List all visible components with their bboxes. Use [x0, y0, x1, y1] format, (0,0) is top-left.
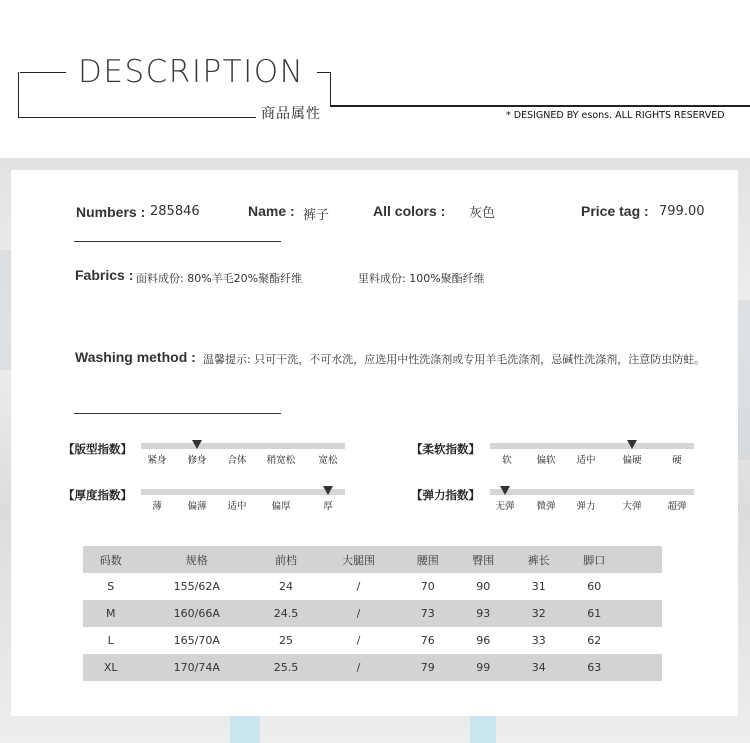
page-subtitle: 商品属性	[261, 106, 321, 122]
washing-value: 温馨提示: 只可干洗，不可水洗，应选用中性洗涤剂或专用羊毛洗涤剂，忌碱性洗涤剂，注意防虫防蛀。	[203, 353, 706, 366]
scale-option: 稍宽松	[266, 455, 296, 466]
scale-marker	[192, 440, 202, 449]
scale-option: 硬	[672, 455, 682, 466]
table-cell: 62	[587, 634, 602, 647]
table-cell: 90	[476, 580, 491, 593]
table-spacer	[622, 573, 662, 600]
table-cell: /	[356, 607, 361, 620]
table-header: 脚口	[583, 553, 606, 567]
price-label: Price tag :	[581, 203, 649, 219]
title-frame-left-side	[18, 72, 19, 118]
scale-marker	[627, 440, 637, 449]
table-header: 前档	[274, 553, 297, 567]
title-frame-left-top	[20, 72, 66, 73]
backdrop-shape	[230, 716, 260, 743]
scale-option: 适中	[227, 501, 247, 512]
numbers-label: Numbers :	[76, 204, 146, 220]
table-header: 裤长	[527, 553, 550, 567]
fabrics-inner: 里料成份: 100%聚酯纤维	[358, 272, 485, 285]
name-label: Name :	[248, 203, 295, 219]
table-cell: 93	[476, 607, 491, 620]
table-cell: 31	[531, 580, 546, 593]
table-cell: S	[107, 580, 115, 593]
table-cell: M	[105, 607, 116, 620]
divider	[74, 241, 281, 242]
scale-option: 弹力	[576, 501, 596, 512]
table-cell: 32	[531, 607, 546, 620]
table-spacer	[622, 627, 662, 654]
table-cell: 34	[531, 661, 546, 674]
scale-track	[490, 443, 694, 449]
table-header-row	[83, 546, 662, 573]
table-header: 码数	[99, 553, 122, 567]
table-cell: 76	[420, 634, 435, 647]
backdrop-shape	[738, 300, 750, 460]
scale-option: 修身	[187, 455, 207, 466]
table-cell: 24.5	[273, 607, 299, 620]
table-header: 臀围	[472, 553, 495, 567]
table-row	[83, 600, 662, 627]
table-cell: 73	[420, 607, 435, 620]
table-header: 大腿围	[341, 553, 375, 567]
scale-option: 厚	[323, 501, 333, 512]
table-cell: /	[356, 580, 361, 593]
table-cell: 165/70A	[173, 634, 220, 647]
name-value: 裤子	[303, 208, 330, 223]
scale-option: 紧身	[147, 455, 167, 466]
scale-option: 超弹	[667, 501, 687, 512]
divider	[74, 413, 281, 414]
scale-option: 微弹	[536, 501, 556, 512]
table-cell: /	[356, 634, 361, 647]
scale-option: 薄	[152, 501, 162, 512]
table-cell: 25.5	[273, 661, 299, 674]
table-cell: 99	[476, 661, 491, 674]
scale-title: 【柔软指数】	[411, 442, 480, 456]
table-row	[83, 627, 662, 654]
table-cell: 96	[476, 634, 491, 647]
scale-option: 软	[502, 455, 512, 466]
table-row	[83, 573, 662, 600]
scale-option: 宽松	[318, 455, 338, 466]
table-header: 腰围	[416, 553, 439, 567]
table-cell: 79	[420, 661, 435, 674]
table-row	[83, 654, 662, 681]
table-cell: 24	[278, 580, 293, 593]
numbers-value: 285846	[150, 204, 200, 219]
scale-track	[141, 443, 345, 449]
backdrop-shape	[470, 716, 496, 743]
colors-label: All colors :	[373, 203, 446, 219]
table-cell: 33	[531, 634, 546, 647]
table-cell: 60	[587, 580, 602, 593]
table-spacer	[622, 546, 662, 573]
scale-option: 适中	[576, 455, 596, 466]
scale-title: 【厚度指数】	[63, 488, 132, 502]
table-cell: 61	[587, 607, 602, 620]
price-value: 799.00	[659, 204, 705, 219]
header-rule-right	[330, 105, 750, 107]
table-spacer	[622, 654, 662, 681]
fabrics-outer: 面料成份: 80%羊毛20%聚酯纤维	[136, 272, 303, 285]
colors-value: 灰色	[469, 206, 496, 221]
table-cell: 25	[278, 634, 293, 647]
washing-label: Washing method :	[75, 349, 196, 365]
table-cell: 70	[420, 580, 435, 593]
table-cell: 155/62A	[173, 580, 220, 593]
scale-option: 偏硬	[622, 455, 642, 466]
scale-option: 偏软	[536, 455, 556, 466]
title-frame-bottom	[18, 117, 256, 118]
title-frame-right-side	[330, 72, 331, 106]
table-spacer	[622, 600, 662, 627]
scale-track	[141, 489, 345, 495]
backdrop-shape	[0, 250, 11, 370]
scale-option: 偏薄	[187, 501, 207, 512]
scale-title: 【弹力指数】	[411, 488, 480, 502]
rights-notice: * DESIGNED BY esons. ALL RIGHTS RESERVED	[506, 110, 725, 121]
scale-marker	[323, 486, 333, 495]
scale-title: 【版型指数】	[63, 442, 132, 456]
scale-track	[490, 489, 694, 495]
page-title: DESCRIPTION	[78, 54, 305, 90]
scale-option: 无弹	[495, 501, 515, 512]
table-cell: 170/74A	[173, 661, 220, 674]
size-table	[83, 546, 662, 681]
fabrics-label: Fabrics :	[75, 267, 134, 283]
table-cell: /	[356, 661, 361, 674]
table-cell: 63	[587, 661, 602, 674]
table-cell: L	[107, 634, 114, 647]
table-cell: 160/66A	[173, 607, 220, 620]
scale-option: 偏厚	[271, 501, 291, 512]
scale-marker	[500, 486, 510, 495]
scale-option: 大弹	[622, 501, 642, 512]
title-frame-right-top	[317, 72, 331, 73]
table-cell: XL	[103, 661, 118, 674]
scale-option: 合体	[227, 455, 247, 466]
table-header: 规格	[185, 553, 208, 567]
